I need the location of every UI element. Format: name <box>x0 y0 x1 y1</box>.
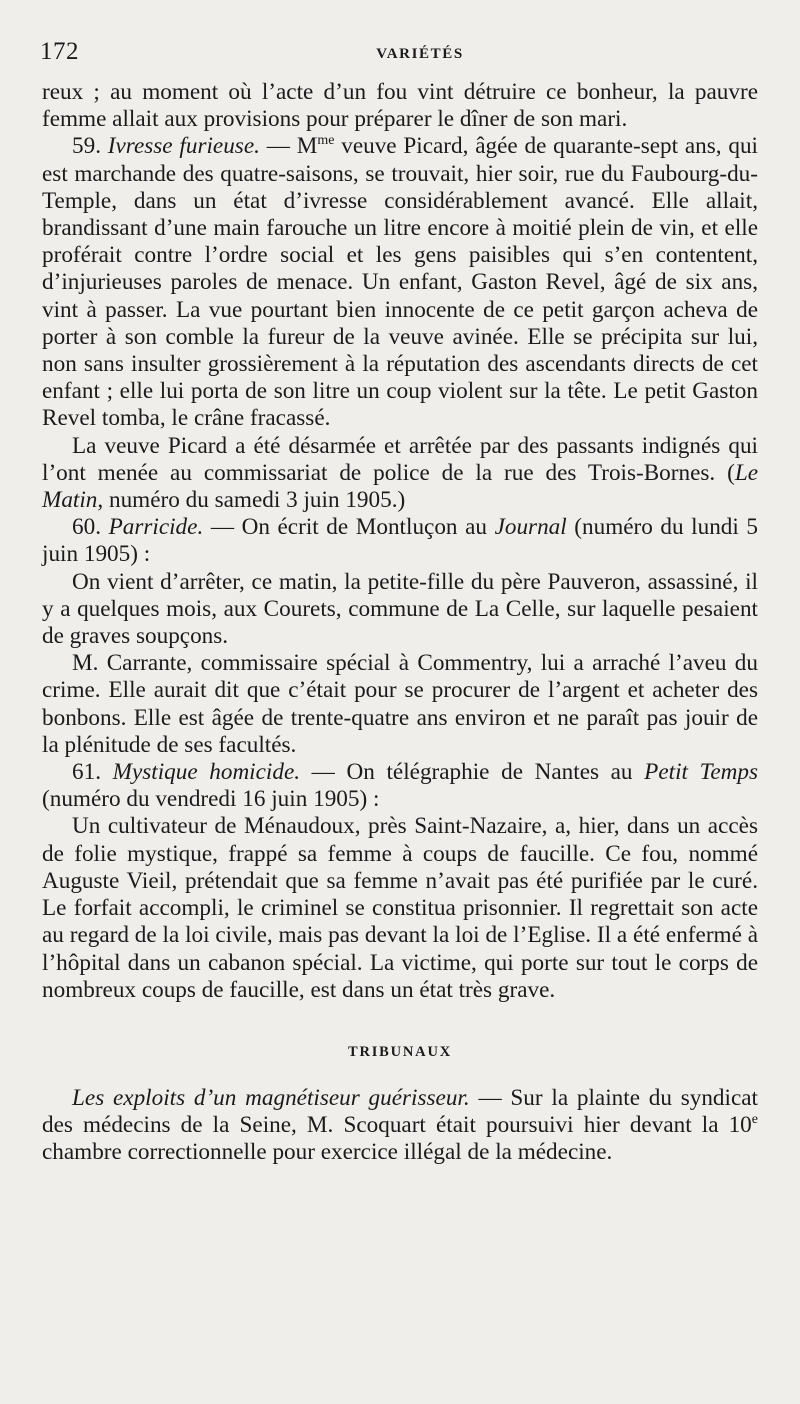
item-number: 61. <box>72 759 101 786</box>
item-61-body <box>42 813 758 1003</box>
item-number: 59. <box>72 133 101 160</box>
paragraph-text: veuve Picard, âgée de quarante-sept ans, qui est marchande des quatre-saisons, se trouvait, hier soir, rue du Faubourg-du-Temple, dans un état d’ivresse considérablement avancé. Elle allait, brandissant d’une main farouche un litre encore à moitié plein de vin, et elle proférait contre l’ordre social et les gens paisibles qui s’en contentent, d’injurieuses paroles de menace. Un enfant, Gaston Revel, âgé de six ans, vint à passer. La vue pourtant bien innocente de ce petit garçon acheva de porter à son comble la fureur de la veuve avinée. Elle se précipita sur lui, non sans insulter grossièrement à la réputation des ascendants directs de cet enfant ; elle lui porta de son litre un coup violent sur la tête. Le petit Gaston Revel tomba, le crâne fracassé. <box>42 133 759 432</box>
newspaper-name: Journal <box>494 514 567 541</box>
title-separator: — M <box>259 133 318 160</box>
tribunaux-paragraph <box>42 1085 758 1167</box>
item-number: 60. <box>72 514 101 541</box>
item-title: Parricide. <box>108 514 204 541</box>
paragraph-text: — On écrit de Montluçon au <box>203 514 495 541</box>
paragraph-text: Un cultivateur de Ménaudoux, près Saint-Nazaire, a, hier, dans un accès de folie mystique, frappé sa femme à coups de faucille. Ce fou, nommé Auguste Vieil, prétendait que sa femme n’avait pas été purifiée par le curé. Le forfait accompli, le criminel se constitua prisonnier. Il regrettait son acte au regard de la loi civile, mais pas devant la loi de l’Eglise. Il a été enfermé à l’hôpital dans un cabanon spécial. La victime, qui porte sur tout le corps de nombreux coups de faucille, est dans un état très grave. <box>42 813 758 1003</box>
paragraph-text: La veuve Picard a été désarmée et arrêtée par des passants indignés qui l’ont menée au commissariat de police de la rue des Trois-Bornes. ( <box>42 432 758 486</box>
tribunaux-title: Les exploits d’un magnétiseur guérisseur. <box>72 1084 470 1111</box>
item-60-body-1 <box>42 569 758 651</box>
item-59-followup <box>42 433 758 515</box>
citation-tail: , numéro du samedi 3 juin 1905.) <box>97 487 406 514</box>
paragraph-text: — On télégraphie de Nantes au <box>300 759 645 786</box>
paragraph-text: On vient d’arrêter, ce matin, la petite-fille du père Pauveron, assassiné, il y a quelques mois, aux Courets, commune de La Celle, sur laquelle pesaient de graves soupçons. <box>42 568 758 650</box>
citation-tail: (numéro du lundi 5 juin 1905) : <box>42 514 759 568</box>
item-60-paragraph <box>42 514 758 568</box>
page-number: 172 <box>40 38 79 65</box>
tribunaux-heading: TRIBUNAUX <box>347 1043 452 1060</box>
paragraph-continuation <box>42 79 758 133</box>
section-title: VARIÉTÉS <box>376 46 464 62</box>
item-59-paragraph <box>42 133 758 432</box>
paragraph-text: chambre correctionnelle pour exercice illégal de la médecine. <box>42 1139 613 1166</box>
newspaper-name: Petit Temps <box>644 759 759 786</box>
item-title: Ivresse furieuse. <box>107 133 260 160</box>
superscript: e <box>751 1112 758 1128</box>
superscript: me <box>317 133 335 149</box>
citation-tail: (numéro du vendredi 16 juin 1905) : <box>42 786 380 813</box>
paragraph-text: reux ; au moment où l’acte d’un fou vint détruire ce bonheur, la pauvre femme allait aux provisions pour préparer le dîner de son mari. <box>42 79 758 133</box>
running-head <box>40 38 760 70</box>
paragraph-text: M. Carrante, commissaire spécial à Commentry, lui a arraché l’aveu du crime. Elle aurait dit que c’était pour se procurer de l’argent et acheter des bonbons. Elle est âgée de trente-quatre ans environ et ne paraît pas jouir de la plénitude de ses facultés. <box>42 650 758 758</box>
item-60-body-2 <box>42 650 758 759</box>
item-title: Mystique homicide. <box>112 759 301 786</box>
body-text <box>42 79 758 1167</box>
newspaper-name: Le Matin <box>42 459 758 514</box>
paragraph-text: — Sur la plainte du syndicat des médecins de la Seine, M. Scoquart était poursuivi hier devant la 10 <box>42 1084 758 1139</box>
item-61-paragraph <box>42 759 758 813</box>
